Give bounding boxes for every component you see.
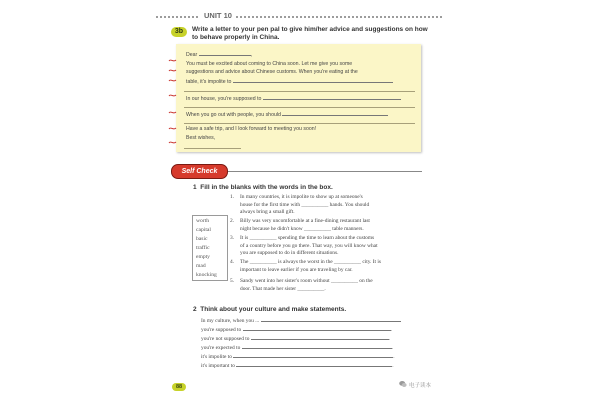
question-line: night because he didn't know __________ table manners. <box>240 225 364 232</box>
letter-signoff: Best wishes, <box>186 135 216 141</box>
statement-text: it's important to <box>201 363 235 369</box>
letter-p2-text: In our house, you're supposed to <box>186 96 262 102</box>
statement-line <box>201 361 406 370</box>
self-check-label: Self Check <box>171 164 228 179</box>
word-box-item: mad <box>196 263 206 269</box>
question-line: house for the first time with __________ hands. You should <box>240 201 370 208</box>
statement-end: . <box>393 354 395 360</box>
letter-p1-line1: You must be excited about coming to China soon. Let me give you some <box>186 61 353 67</box>
writing-rule <box>184 107 415 108</box>
statement-text: you're not supposed to <box>201 336 250 342</box>
self-check-rule <box>228 171 422 172</box>
question-line: important to leave earlier if you are traveling by car. <box>240 266 353 273</box>
word-box-item: basic <box>196 236 208 242</box>
statement-end: . <box>392 363 394 369</box>
statement-text: you're supposed to <box>201 327 242 333</box>
squiggle-icon <box>168 68 177 73</box>
unit-title: UNIT 10 <box>200 11 236 20</box>
statement-line <box>201 343 406 352</box>
squiggle-icon <box>168 93 177 98</box>
exercise-3b-badge: 3b <box>171 27 187 37</box>
word-box-item: empty <box>196 254 210 260</box>
squiggle-icon <box>168 58 177 63</box>
writing-rule <box>184 91 415 92</box>
question-line: In many countries, it is impolite to show up at someone's <box>240 194 363 200</box>
squiggle-icon <box>168 110 177 115</box>
section2-intro <box>201 316 406 325</box>
p3-blank[interactable] <box>282 110 388 116</box>
word-box-item: capital <box>196 227 211 233</box>
section2-heading <box>193 306 346 313</box>
squiggle-icon <box>168 126 177 131</box>
letter-p1-line3-text: table, it's impolite to <box>186 79 232 85</box>
letter-p2 <box>186 94 415 103</box>
question-number: 4. <box>230 259 235 265</box>
statement-text: it's impolite to <box>201 354 232 360</box>
statement-blank[interactable] <box>236 361 392 367</box>
squiggle-icon <box>168 140 177 145</box>
section1-title: Fill in the blanks with the words in the box. <box>200 184 333 191</box>
watermark-text: 电子读本 <box>409 383 432 389</box>
page-number: 88 <box>172 383 186 391</box>
word-box-item: knocking <box>196 272 217 278</box>
section2-number: 2 <box>193 306 197 313</box>
exercise-3b-prompt: Write a letter to your pen pal to give him/her advice and suggestions on how to behave properly in China. <box>192 26 428 41</box>
greeting-blank[interactable] <box>199 50 251 56</box>
wechat-icon <box>399 380 407 388</box>
question-line: of a country before you go there. That way, you will know what <box>240 242 378 249</box>
statement-end: . <box>391 345 394 351</box>
writing-rule <box>184 123 415 124</box>
intro-blank[interactable] <box>261 316 401 322</box>
statement-line <box>201 325 406 334</box>
letter-greeting-text: Dear <box>186 52 198 58</box>
question-line: It is __________ spending the time to learn about the customs <box>240 235 375 241</box>
squiggle-icon <box>168 78 177 83</box>
question-line: you are supposed to do in different situations. <box>240 250 339 257</box>
section1-number: 1 <box>193 184 197 191</box>
letter-greeting: Dear , <box>186 52 253 58</box>
question-number: 5. <box>230 278 235 284</box>
question-line: door. That made her sister __________. <box>240 285 326 292</box>
question-line: The __________ is always the worst in the __________ city. It is <box>240 259 381 265</box>
statement-line <box>201 352 406 361</box>
statement-blank[interactable] <box>251 334 389 340</box>
statement-blank[interactable] <box>243 325 391 331</box>
signature-rule <box>184 148 241 149</box>
statement-blank[interactable] <box>242 343 392 349</box>
letter-p3 <box>186 110 415 119</box>
section2-title: Think about your culture and make statements. <box>200 306 347 313</box>
statement-blank[interactable] <box>233 352 393 358</box>
question-line: Sandy went into her sister's room without __________ on the <box>240 278 373 284</box>
p2-blank[interactable] <box>263 94 401 100</box>
question-line: always bring a small gift. <box>240 209 295 216</box>
section2-intro-text: In my culture, when you ... <box>201 318 260 324</box>
word-box-item: worth <box>196 218 210 224</box>
question-line: Billy was very uncomfortable at a fine-dining restaurant last <box>240 218 370 224</box>
section1-heading <box>193 184 333 191</box>
question-number: 1. <box>230 194 235 200</box>
statement-line <box>201 334 406 343</box>
statement-text: you're expected to <box>201 345 241 351</box>
question-number: 3. <box>230 235 235 241</box>
letter-p3-text: When you go out with people, you should <box>186 112 281 118</box>
letter-card <box>176 44 421 152</box>
question-number: 2. <box>230 218 235 224</box>
statement-end: . <box>388 336 391 342</box>
unit-header-rule <box>156 16 442 18</box>
word-box-item: traffic <box>196 245 210 251</box>
letter-closing: Have a safe trip, and I look forward to meeting you soon! <box>186 126 317 132</box>
word-box <box>192 215 228 281</box>
p1-blank[interactable] <box>233 77 393 83</box>
letter-p1-line3 <box>186 77 415 86</box>
statement-end: . <box>390 327 392 333</box>
letter-p1-line2: suggestions and advice about Chinese customs. When you're eating at the <box>186 69 358 75</box>
